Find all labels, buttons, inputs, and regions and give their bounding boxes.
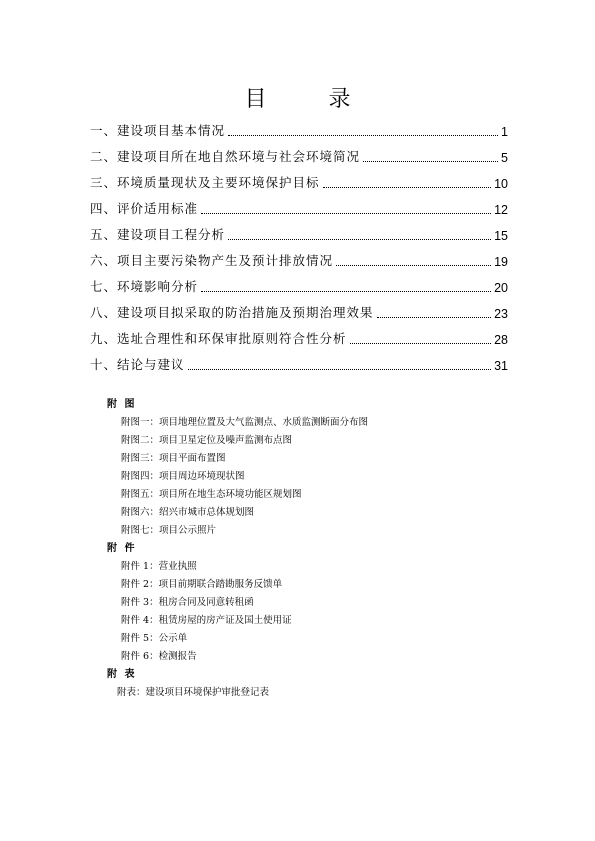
table-item: 附表：建设项目环境保护审批登记表 [117, 687, 270, 698]
toc-entry-label: 一、建设项目基本情况 [90, 123, 226, 138]
toc-page-number: 15 [494, 229, 508, 243]
toc-entry-label: 十、结论与建议 [90, 357, 185, 372]
toc-row[interactable] [90, 139, 508, 165]
toc-leader-dots [201, 212, 491, 214]
figure-item: 附图一：项目地理位置及大气监测点、水质监测断面分布图 [121, 417, 369, 428]
attachment-item: 附件 2：项目前期联合踏勘服务反馈单 [121, 579, 283, 590]
toc-leader-dots [363, 160, 498, 162]
toc-leader-dots [188, 368, 492, 370]
toc-page-number: 31 [494, 359, 508, 373]
table-of-contents [90, 113, 508, 373]
toc-row[interactable] [90, 165, 508, 191]
toc-leader-dots [350, 342, 492, 344]
attachment-item: 附件 6：检测报告 [121, 651, 197, 662]
toc-page-number: 12 [494, 203, 508, 217]
toc-page-number: 5 [501, 151, 508, 165]
toc-entry-label: 四、评价适用标准 [90, 201, 199, 216]
toc-page-number: 10 [494, 177, 508, 191]
figure-item: 附图六：绍兴市城市总体规划图 [121, 507, 255, 518]
toc-leader-dots [323, 186, 492, 188]
toc-leader-dots [336, 264, 491, 266]
toc-row[interactable] [90, 191, 508, 217]
tables-heading: 附 表 [107, 669, 137, 680]
figure-item: 附图七：项目公示照片 [121, 525, 217, 536]
appendix-list [107, 396, 547, 702]
attachment-item: 附件 1：营业执照 [121, 561, 197, 572]
toc-page-number: 1 [501, 125, 508, 139]
toc-leader-dots [228, 238, 491, 240]
toc-row[interactable] [90, 243, 508, 269]
toc-entry-label: 六、项目主要污染物产生及预计排放情况 [90, 253, 334, 268]
toc-entry-label: 九、选址合理性和环保审批原则符合性分析 [90, 331, 347, 346]
toc-leader-dots [377, 316, 492, 318]
toc-row[interactable] [90, 113, 508, 139]
figure-item: 附图五：项目所在地生态环境功能区规划图 [121, 489, 302, 500]
toc-leader-dots [201, 290, 491, 292]
page-title: 目 录 [244, 87, 371, 112]
toc-entry-label: 七、环境影响分析 [90, 279, 199, 294]
figures-heading: 附 图 [107, 399, 137, 410]
toc-entry-label: 二、建设项目所在地自然环境与社会环境简况 [90, 149, 361, 164]
toc-page-number: 19 [494, 255, 508, 269]
toc-page-number: 20 [494, 281, 508, 295]
toc-page-number: 28 [494, 333, 508, 347]
figure-item: 附图四：项目周边环境现状图 [121, 471, 245, 482]
figure-item: 附图三：项目平面布置图 [121, 453, 226, 464]
toc-page-number: 23 [494, 307, 508, 321]
attachment-item: 附件 5：公示单 [121, 633, 188, 644]
toc-row[interactable] [90, 321, 508, 347]
toc-leader-dots [228, 134, 498, 136]
attachments-heading: 附 件 [107, 543, 137, 554]
toc-row[interactable] [90, 269, 508, 295]
toc-row[interactable] [90, 295, 508, 321]
attachment-item: 附件 4：租赁房屋的房产证及国土使用证 [121, 615, 292, 626]
toc-entry-label: 五、建设项目工程分析 [90, 227, 226, 242]
toc-row[interactable] [90, 347, 508, 373]
toc-entry-label: 三、环境质量现状及主要环境保护目标 [90, 175, 320, 190]
attachment-item: 附件 3：租房合同及同意转租函 [121, 597, 254, 608]
toc-row[interactable] [90, 217, 508, 243]
figure-item: 附图二：项目卫星定位及噪声监测布点图 [121, 435, 293, 446]
toc-entry-label: 八、建设项目拟采取的防治措施及预期治理效果 [90, 305, 374, 320]
